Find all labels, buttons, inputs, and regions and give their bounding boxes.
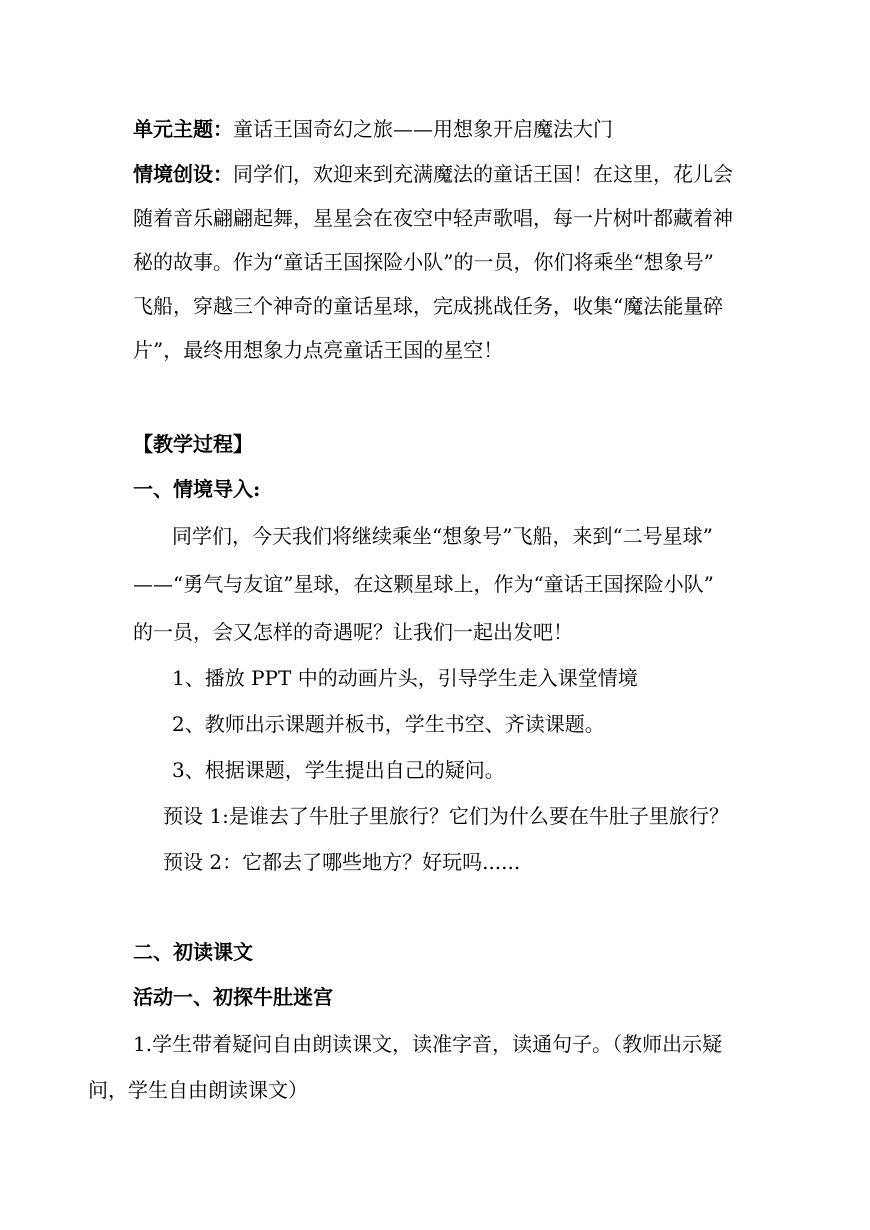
section1-step-1: 1、播放 PPT 中的动画片头，引导学生走入课堂情境: [172, 666, 638, 690]
section2-heading: 二、初读课文: [133, 940, 253, 964]
section1-preset-1: 预设 1:是谁去了牛肚子里旅行？它们为什么要在牛肚子里旅行？: [163, 804, 729, 828]
process-heading: 【教学过程】: [133, 432, 253, 456]
scenario-label: 情境创设：: [133, 162, 233, 186]
unit-theme-line: [133, 115, 613, 143]
section1-intro-line-1: 同学们，今天我们将继续乘坐“想象号”飞船，来到“二号星球”: [172, 524, 713, 548]
unit-theme-text: 童话王国奇幻之旅——用想象开启魔法大门: [233, 117, 613, 141]
scenario-line-3: 秘的故事。作为“童话王国探险小队”的一员，你们将乘坐“想象号”: [133, 250, 714, 274]
section1-step-2: 2、教师出示课题并板书，学生书空、齐读课题。: [172, 712, 605, 736]
unit-theme-label: 单元主题：: [133, 117, 233, 141]
scenario-line-2: 随着音乐翩翩起舞，星星会在夜空中轻声歌唱，每一片树叶都藏着神: [133, 206, 733, 230]
activity1-item1-line-2: 问，学生自由朗读课文）: [88, 1078, 308, 1102]
activity1-heading: 活动一、初探牛肚迷宫: [133, 985, 333, 1009]
scenario-line-1: [133, 160, 733, 188]
section1-heading: 一、情境导入:: [133, 477, 261, 501]
scenario-line-5: 片”，最终用想象力点亮童话王国的星空！: [133, 338, 504, 362]
scenario-line-4: 飞船，穿越三个神奇的童话星球，完成挑战任务，收集“魔法能量碎: [133, 294, 724, 318]
section1-step-3: 3、根据课题，学生提出自己的疑问。: [172, 758, 505, 782]
section1-intro-line-3: 的一员，会又怎样的奇遇呢？让我们一起出发吧！: [133, 620, 573, 644]
activity1-item1-line-1: 1.学生带着疑问自由朗读课文，读准字音，读通句子。（教师出示疑: [133, 1032, 723, 1056]
section1-intro-line-2: ——“勇气与友谊”星球，在这颗星球上，作为“童话王国探险小队”: [133, 572, 714, 596]
scenario-text-1: 同学们，欢迎来到充满魔法的童话王国！在这里，花儿会: [233, 162, 733, 186]
section1-preset-2: 预设 2：它都去了哪些地方？好玩吗......: [163, 850, 521, 874]
